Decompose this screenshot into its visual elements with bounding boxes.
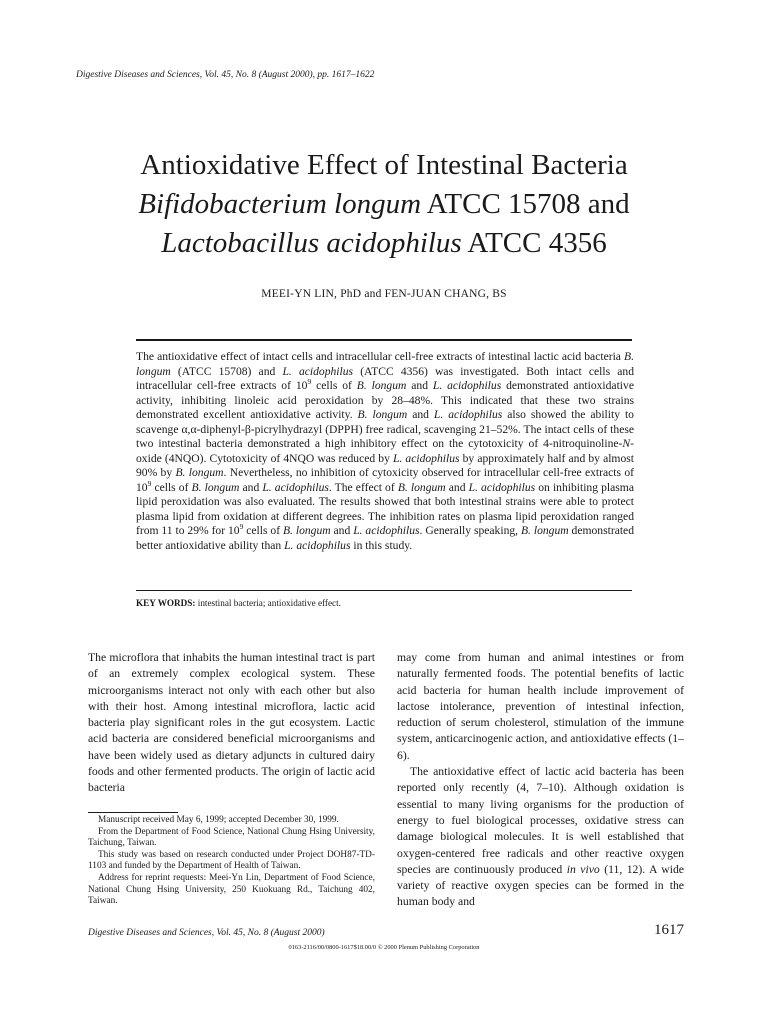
body-italic: in vivo <box>566 862 600 876</box>
footnote-reprints: Address for reprint requests: Meei-Yn Lin, Department of Food Science, National Chung Hsing University, 250 Kuokuang Rd., Taichung 402, Taiwan. <box>88 872 375 907</box>
key-words-text: intestinal bacteria; antioxidative effect. <box>195 598 341 608</box>
abstract-text: and <box>445 480 469 494</box>
abstract-text: . The effect of <box>328 480 398 494</box>
abstract-text: and <box>239 480 263 494</box>
abstract-superscript: 9 <box>147 478 152 488</box>
abstract-superscript: 9 <box>239 522 244 532</box>
footnote-rule <box>88 812 178 813</box>
abstract-text: by approximately half and by almost 90% by <box>136 451 634 479</box>
abstract-italic: L. acidophilus <box>468 480 536 494</box>
journal-running-header: Digestive Diseases and Sciences, Vol. 45, No. 8 (August 2000), pp. 1617–1622 <box>76 70 375 80</box>
body-paragraph <box>397 764 684 911</box>
abstract-text: . Nevertheless, no inhibition of cytoxicity observed for intracellular cell-free extracts of 10 <box>136 466 634 494</box>
abstract-text: cells of <box>243 524 283 537</box>
footnotes <box>88 815 375 908</box>
abstract-italic: N <box>622 437 631 450</box>
abstract-text: demonstrated antioxidative activity, inhibiting linoleic acid peroxidation by 28–48%. This indicated that these two strains demonstrated excellent antioxidative activity. <box>136 379 634 421</box>
body-paragraph: may come from human and animal intestines or from naturally fermented foods. The potential benefits of lactic acid bacteria for human health include improvement of lactose intolerance, prevention of intestinal infection, reduction of serum cholesterol, stimulation of the immune system, anticarcinogenic action, and antioxidative effects (1–6). <box>397 651 684 762</box>
key-words-label: KEY WORDS: <box>136 598 196 608</box>
footnote-affiliation: From the Department of Food Science, National Chung Hsing University, Taichung, Taiwan. <box>88 826 375 849</box>
abstract-text: demonstrated better antioxidative ability than <box>136 524 634 552</box>
abstract-text: The antioxidative effect of intact cells and intracellular cell-free extracts of intestinal lactic acid bacteria <box>136 350 625 363</box>
abstract-italic: L. acidophilus <box>262 480 329 494</box>
article-title <box>60 146 708 263</box>
title-strain-1: ATCC 15708 and <box>421 188 630 220</box>
abstract-text: (ATCC 15708) and <box>170 364 283 378</box>
abstract-italic: L. acidophilus <box>432 379 502 392</box>
abstract-italic: B. longum <box>191 480 240 494</box>
abstract-text: -oxide (4NQO). Cytotoxicity of 4NQO was reduced by <box>136 437 634 465</box>
title-line-1: Antioxidative Effect of Intestinal Bacteria <box>140 149 628 181</box>
page-number: 1617 <box>654 922 684 938</box>
footnote-funding: This study was based on research conducted under Project DOH87-TD-1103 and funded by the Department of Health of Taiwan. <box>88 849 375 872</box>
footer-journal: Digestive Diseases and Sciences, Vol. 45, No. 8 (August 2000) <box>88 928 325 938</box>
key-words <box>136 598 341 608</box>
title-strain-2: ATCC 4356 <box>461 227 607 259</box>
abstract-top-rule <box>136 339 632 341</box>
abstract-italic: L. acidophilus <box>433 408 503 421</box>
abstract-superscript: 9 <box>307 377 312 387</box>
abstract-italic: L. acidophilus <box>282 364 354 378</box>
abstract-text: on inhibiting plasma lipid peroxidation was also evaluated. The results showed that both intestinal strains were able to protect plasma lipid from oxidation at different degrees. The inhibition rates on plasma lipid peroxidation ranged from 11 to 29% for 10 <box>136 480 634 537</box>
body-column-left <box>88 650 375 797</box>
abstract-text: also showed the ability to scavenge α,α-diphenyl-β-picrylhydrazyl (DPPH) free radical, scavenging 21–52%. The intact cells of these two intestinal bacteria demonstrated a high inhibitory effect on the cytotoxicity of 4-nitroquinoline- <box>136 408 634 450</box>
body-column-right <box>397 650 684 911</box>
abstract-text: cells of <box>151 480 192 494</box>
abstract-text: and <box>330 524 354 537</box>
abstract-bottom-rule <box>136 590 632 591</box>
abstract-italic: L. acidophilus <box>284 538 351 552</box>
abstract-text: in this study. <box>350 538 413 552</box>
copyright-line: 0163-2116/00/0800-1617$18.00/0 © 2000 Plenum Publishing Corporation <box>288 944 480 951</box>
abstract-text: . Generally speaking, <box>419 524 521 537</box>
abstract-text: and <box>407 408 434 421</box>
title-line-3 <box>60 224 708 263</box>
abstract-italic: B. longum <box>282 524 331 537</box>
abstract-italic: B. longum <box>357 408 408 421</box>
abstract <box>136 350 634 553</box>
body-paragraph: The microflora that inhabits the human intestinal tract is part of an extremely complex ecological system. These microorganisms interact not only with each other but also with their host. Among intestinal microflora, lactic acid bacteria play significant roles in the gut ecosystem. Lactic acid bacteria are considered beneficial microorganisms and have been widely used as dietary adjuncts in cultured dairy foods and other fermented products. The origin of lactic acid bacteria <box>88 651 375 795</box>
abstract-italic: B. longum <box>175 466 224 479</box>
abstract-text: and <box>406 379 433 392</box>
abstract-italic: B. longum <box>520 524 569 537</box>
title-line-2 <box>60 185 708 224</box>
abstract-italic: B. longum <box>136 350 634 378</box>
title-organism-1: Bifidobacterium longum <box>138 188 422 220</box>
abstract-italic: B. longum <box>356 379 407 392</box>
body-text: (11, 12). A wide variety of reactive oxygen species can be formed in the human body and <box>397 862 684 909</box>
footnote-received: Manuscript received May 6, 1999; accepted December 30, 1999. <box>98 815 339 825</box>
title-organism-2: Lactobacillus acidophilus <box>161 227 462 259</box>
abstract-italic: L. acidophilus <box>392 451 460 465</box>
abstract-italic: B. longum <box>397 480 446 494</box>
abstract-italic: L. acidophilus <box>353 524 420 537</box>
abstract-text: (ATCC 4356) was investigated. Both intact cells and intracellular cell-free extracts of 10 <box>136 364 634 392</box>
author-line: MEEI-YN LIN, PhD and FEN-JUAN CHANG, BS <box>261 288 507 300</box>
abstract-text: cells of <box>311 379 357 392</box>
body-text: The antioxidative effect of lactic acid bacteria has been reported only recently (4, 7–10). Although oxidation is essential to many living organisms for the production of energy to fuel biological processes, oxidative stress can damage biological molecules. It is well established that oxygen-centered free radicals and other reactive oxygen species are continuously produced <box>397 765 684 876</box>
